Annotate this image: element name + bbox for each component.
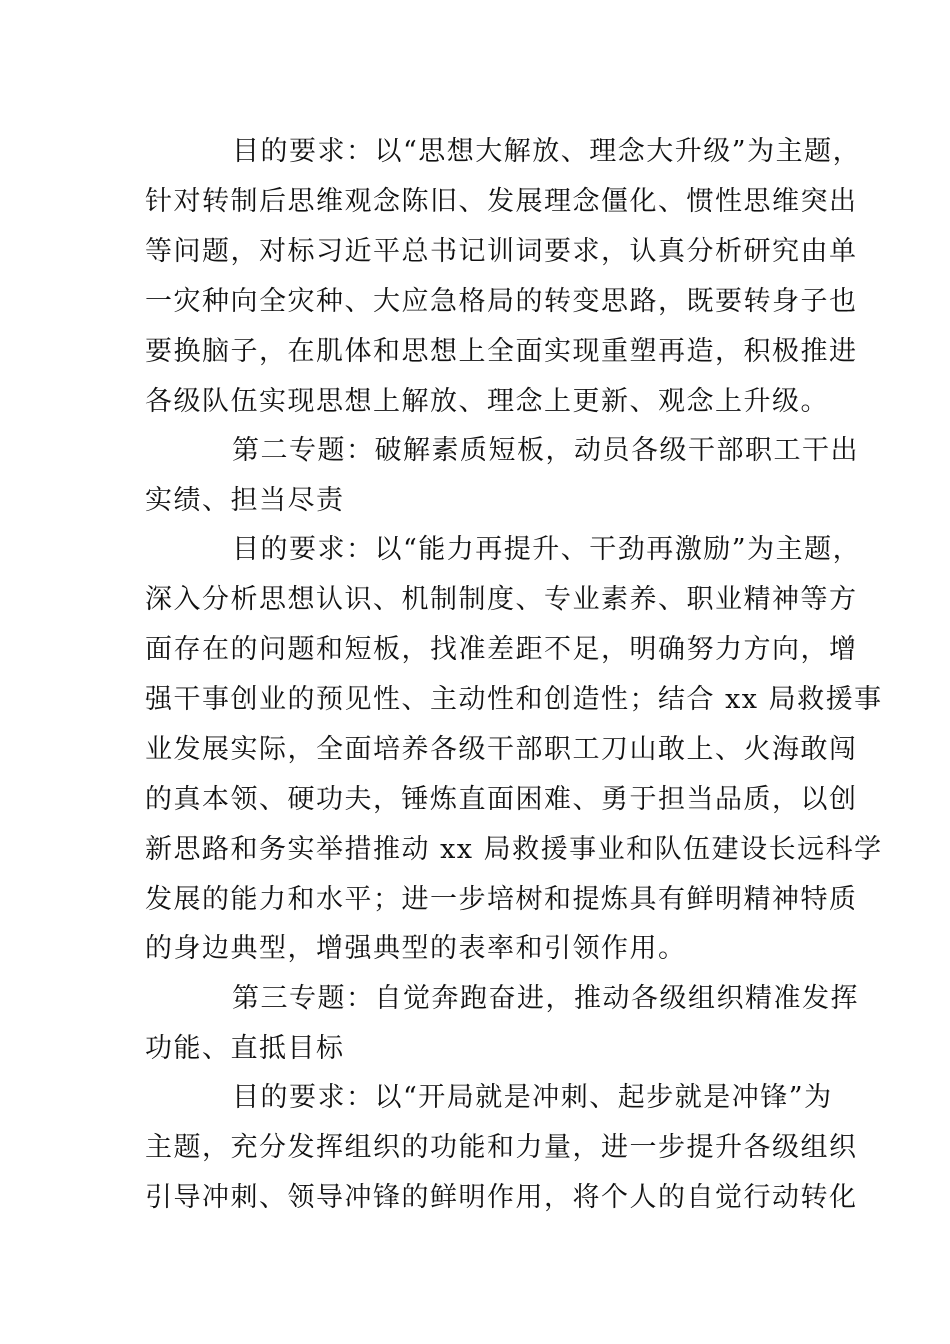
paragraph-line: 的身边典型，增强典型的表率和引领作用。 — [145, 933, 687, 964]
paragraph-line: 各级队伍实现思想上解放、理念上更新、观念上升级。 — [145, 386, 829, 417]
paragraph-line: 面存在的问题和短板，找准差距不足，明确努力方向，增 — [145, 634, 858, 665]
section-heading-line: 功能、直抵目标 — [145, 1033, 345, 1064]
paragraph-line: 引导冲刺、领导冲锋的鲜明作用，将个人的自觉行动转化 — [145, 1182, 858, 1213]
paragraph-line: 目的要求：以“开局就是冲刺、起步就是冲锋”为 — [232, 1082, 833, 1113]
paragraph-line: 等问题，对标习近平总书记训词要求，认真分析研究由单 — [145, 236, 858, 267]
paragraph-line: 要换脑子，在肌体和思想上全面实现重塑再造，积极推进 — [145, 336, 858, 367]
paragraph-line: 深入分析思想认识、机制制度、专业素养、职业精神等方 — [145, 584, 858, 615]
paragraph-line: 强干事创业的预见性、主动性和创造性；结合 xx 局救援事 — [145, 684, 883, 715]
section-heading-line: 第二专题：破解素质短板，动员各级干部职工干出 — [232, 435, 859, 466]
paragraph-line: 目的要求：以“能力再提升、干劲再激励”为主题， — [232, 534, 862, 565]
paragraph-line: 针对转制后思维观念陈旧、发展理念僵化、惯性思维突出 — [145, 186, 858, 217]
paragraph-line: 目的要求：以“思想大解放、理念大升级”为主题， — [232, 136, 862, 167]
paragraph-line: 业发展实际，全面培养各级干部职工刀山敢上、火海敢闯 — [145, 734, 858, 765]
paragraph-line: 一灾种向全灾种、大应急格局的转变思路，既要转身子也 — [145, 286, 858, 317]
paragraph-line: 主题，充分发挥组织的功能和力量，进一步提升各级组织 — [145, 1132, 858, 1163]
section-heading-line: 实绩、担当尽责 — [145, 485, 345, 516]
section-heading-line: 第三专题：自觉奔跑奋进，推动各级组织精准发挥 — [232, 983, 859, 1014]
paragraph-line: 新思路和务实举措推动 xx 局救援事业和队伍建设长远科学 — [145, 834, 883, 865]
paragraph-line: 的真本领、硬功夫，锤炼直面困难、勇于担当品质，以创 — [145, 784, 858, 815]
paragraph-line: 发展的能力和水平；进一步培树和提炼具有鲜明精神特质 — [145, 884, 858, 915]
